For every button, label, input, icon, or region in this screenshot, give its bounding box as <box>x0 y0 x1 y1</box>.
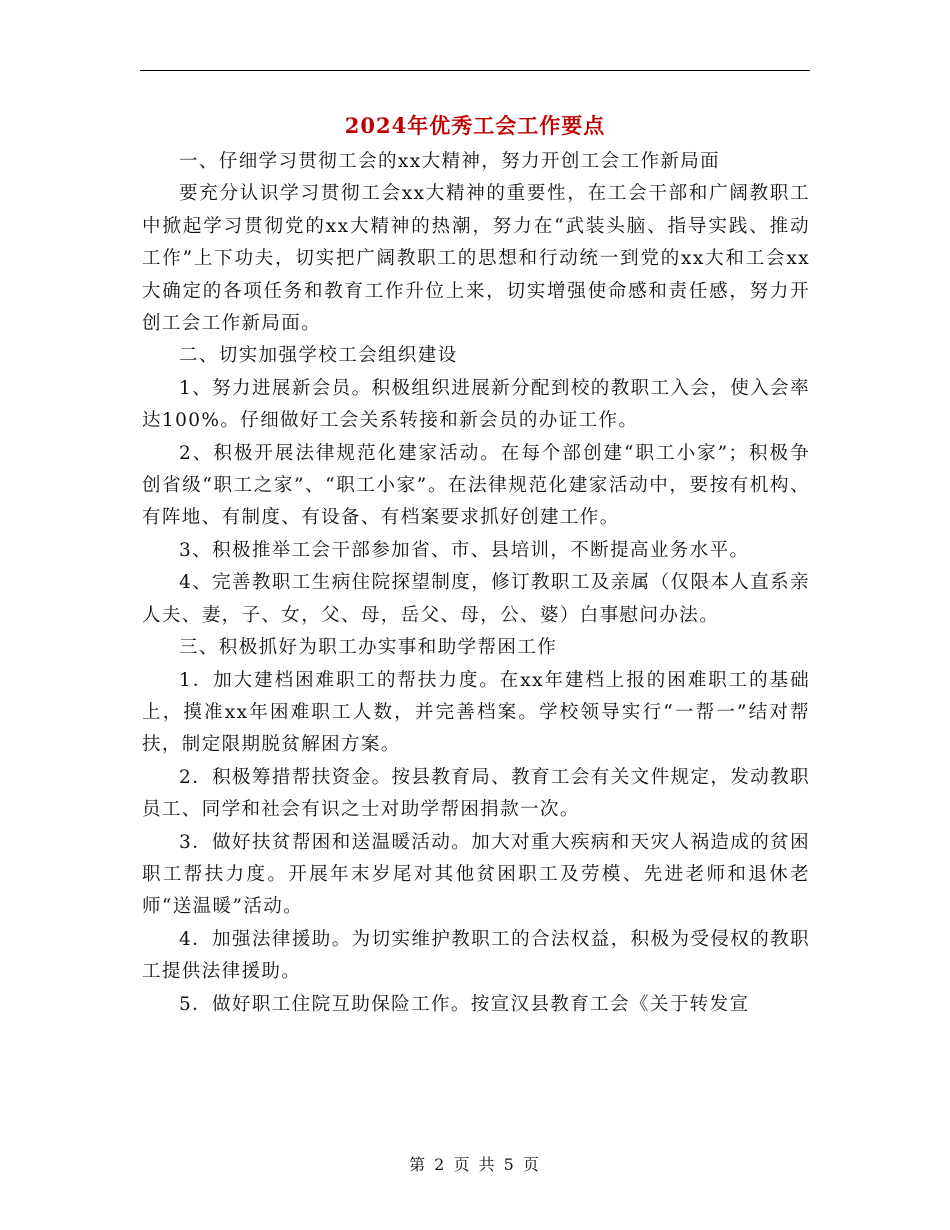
list-item: 3、积极推举工会干部参加省、市、县培训，不断提高业务水平。 <box>179 539 750 561</box>
list-item: 1、努力进展新会员。积极组织进展新分配到校的教职工入会，使入会率达100%。仔细做好工会关系转接和新会员的办证工作。 <box>142 377 810 432</box>
header-rule <box>140 70 810 71</box>
document-title: 2024年优秀工会工作要点 <box>344 113 606 138</box>
list-item: 5．做好职工住院互助保险工作。按宣汉县教育工会《关于转发宣 <box>179 993 750 1015</box>
list-item: 4、完善教职工生病住院探望制度，修订教职工及亲属（仅限本人直系亲人夫、妻，子、女，父、母，岳父、母，公、婆）白事慰问办法。 <box>142 572 810 626</box>
list-item: 2．积极筹措帮扶资金。按县教育局、教育工会有关文件规定，发动教职员工、同学和社会有识之士对助学帮困捐款一次。 <box>142 766 810 821</box>
document-body <box>142 146 810 1021</box>
list-item: 4．加强法律援助。为切实维护教职工的合法权益，积极为受侵权的教职工提供法律援助。 <box>142 928 810 983</box>
section-heading-2: 二、切实加强学校工会组织建设 <box>179 345 458 367</box>
section-heading-1: 一、仔细学习贯彻工会的xx大精神，努力开创工会工作新局面 <box>179 151 721 172</box>
page-number-footer: 第 2 页 共 5 页 <box>409 1155 541 1174</box>
list-item: 3．做好扶贫帮困和送温暖活动。加大对重大疾病和天灾人祸造成的贫困职工帮扶力度。开展年末岁尾对其他贫困职工及劳模、先进老师和退休老师“送温暖”活动。 <box>142 831 810 918</box>
section-heading-3: 三、积极抓好为职工办实事和助学帮困工作 <box>179 637 558 659</box>
paragraph: 要充分认识学习贯彻工会xx大精神的重要性，在工会干部和广阔教职工中掀起学习贯彻党的xx大精神的热潮，努力在“武装头脑、指导实践、推动工作”上下功夫，切实把广阔教职工的思想和行动统一到党的xx大和工会xx大确定的各项任务和教育工作升位上来，切实增强使命感和责任感，努力开创工会工作新局面。 <box>142 183 810 335</box>
list-item: 1．加大建档困难职工的帮扶力度。在xx年建档上报的困难职工的基础上，摸准xx年困难职工人数，并完善档案。学校领导实行“一帮一”结对帮扶，制定限期脱贫解困方案。 <box>142 669 810 756</box>
list-item: 2、积极开展法律规范化建家活动。在每个部创建“职工小家”；积极争创省级“职工之家”、“职工小家”。在法律规范化建家活动中，要按有机构、有阵地、有制度、有设备、有档案要求抓好创建工作。 <box>142 442 810 529</box>
